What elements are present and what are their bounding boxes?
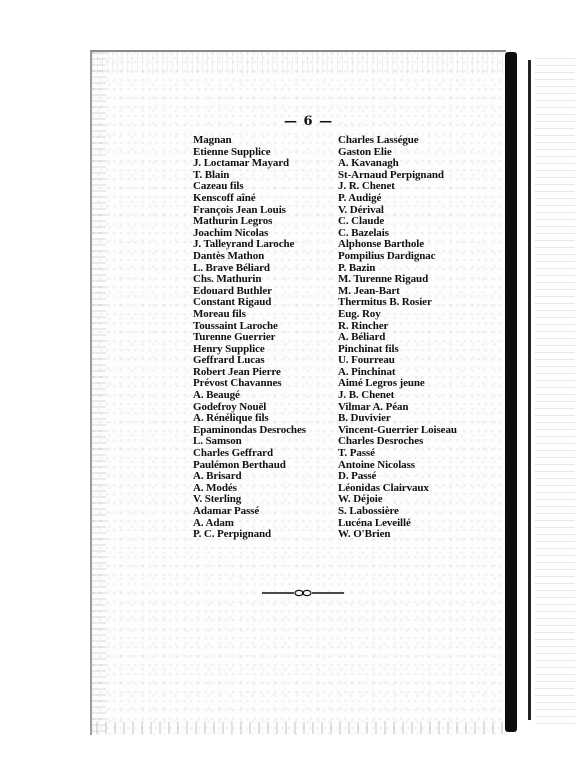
name-entry: Geffrard Lucas — [193, 354, 265, 367]
name-entry: Moreau fils — [193, 307, 246, 320]
name-entry: Pompilius Dardignac — [338, 249, 436, 262]
name-entry: Vilmar A. Péan — [338, 400, 409, 413]
name-entry: Charles Lasségue — [338, 134, 419, 146]
name-entry: Godefroy Nouël — [193, 400, 267, 413]
name-entry: Kenscoff aîné — [193, 191, 256, 204]
name-entry: J. Loctamar Mayard — [193, 157, 290, 170]
page-left-shadow — [92, 52, 106, 735]
names-column-right — [338, 135, 508, 541]
name-entry: Antoine Nicolass — [338, 458, 415, 471]
name-entry: T. Blain — [193, 168, 230, 181]
name-entry: Charles Desroches — [338, 435, 424, 448]
name-entry: W. Déjoie — [338, 493, 383, 506]
name-entry: Vincent-Guerrier Loiseau — [338, 423, 457, 436]
name-entry: Etienne Supplice — [193, 145, 271, 158]
name-entry: B. Duvivier — [338, 412, 391, 425]
name-entry: S. Labossière — [338, 505, 399, 517]
name-entry: Robert Jean Pierre — [193, 365, 281, 378]
name-entry: Epaminondas Desroches — [193, 423, 306, 436]
name-entry: Turenne Guerrier — [193, 331, 276, 344]
name-entry: St-Arnaud Perpignand — [338, 168, 444, 181]
name-entry: W. O'Brien — [338, 528, 391, 541]
name-entry: Paulémon Berthaud — [193, 458, 286, 471]
name-entry: Alphonse Barthole — [338, 238, 425, 251]
name-entry: M. Jean-Bart — [338, 284, 400, 297]
name-entry: Dantès Mathon — [193, 249, 265, 262]
name-entry: Chs. Mathurin — [193, 273, 262, 286]
name-entry: L. Brave Béliard — [193, 261, 270, 274]
name-entry: Thermitus B. Rosier — [338, 296, 432, 309]
name-entry: A. Béliard — [338, 331, 386, 344]
name-entry: Joachim Nicolas — [193, 226, 269, 239]
name-entry: Charles Geffrard — [193, 447, 273, 460]
name-entry: J. Talleyrand Laroche — [193, 238, 295, 251]
name-entry: V. Sterling — [193, 493, 242, 506]
name-entry: Eug. Roy — [338, 307, 381, 320]
name-entry: Mathurin Legros — [193, 215, 273, 228]
name-entry: T. Passé — [338, 447, 375, 460]
name-entry: A. Pinchinat — [338, 365, 396, 378]
name-entry: François Jean Louis — [193, 203, 286, 216]
name-entry: Adamar Passé — [193, 505, 260, 517]
name-entry: Léonidas Clairvaux — [338, 481, 429, 494]
name-entry: Constant Rigaud — [193, 296, 272, 309]
facing-page-edge — [535, 58, 575, 728]
name-entry: Toussaint Laroche — [193, 319, 278, 332]
name-entry: C. Bazelais — [338, 226, 389, 239]
name-entry: C. Claude — [338, 215, 385, 228]
name-entry: D. Passé — [338, 470, 377, 483]
name-entry: A. Rénélique fils — [193, 412, 269, 425]
name-entry: A. Modés — [193, 481, 237, 494]
names-column-left — [193, 135, 343, 541]
name-entry: P. C. Perpignand — [193, 528, 272, 541]
name-entry: J. R. Chenet — [338, 180, 395, 193]
name-entry: R. Rincher — [338, 319, 389, 332]
name-entry: Aimé Legros jeune — [338, 377, 425, 390]
name-entry: L. Samson — [193, 435, 242, 448]
name-entry: P. Audigé — [338, 191, 382, 204]
name-entry: M. Turenne Rigaud — [338, 273, 429, 286]
page-bottom-edge — [96, 722, 506, 734]
name-entry: Pinchinat fils — [338, 342, 399, 355]
name-entry: A. Beaugé — [193, 389, 240, 402]
name-entry: U. Fourreau — [338, 354, 395, 367]
name-entry: Lucéna Leveillé — [338, 516, 411, 529]
name-entry: Magnan — [193, 134, 232, 146]
name-entry: Cazeau fils — [193, 180, 244, 193]
name-entry: A. Kavanagh — [338, 157, 399, 170]
name-entry: Henry Supplice — [193, 342, 265, 355]
name-entry: A. Adam — [193, 516, 234, 529]
name-entry: P. Bazin — [338, 261, 376, 274]
binding-line — [528, 60, 531, 720]
name-entry: Gaston Elie — [338, 145, 392, 158]
name-entry: V. Dérival — [338, 203, 384, 216]
name-entry: A. Brisard — [193, 470, 242, 483]
ornament-divider — [262, 589, 344, 597]
page-number: — 6 — — [284, 114, 334, 129]
name-entry: Prévost Chavannes — [193, 377, 282, 390]
page-edge-texture — [92, 52, 506, 74]
name-entry: Edouard Buthler — [193, 284, 272, 297]
name-entry: J. B. Chenet — [338, 389, 395, 402]
